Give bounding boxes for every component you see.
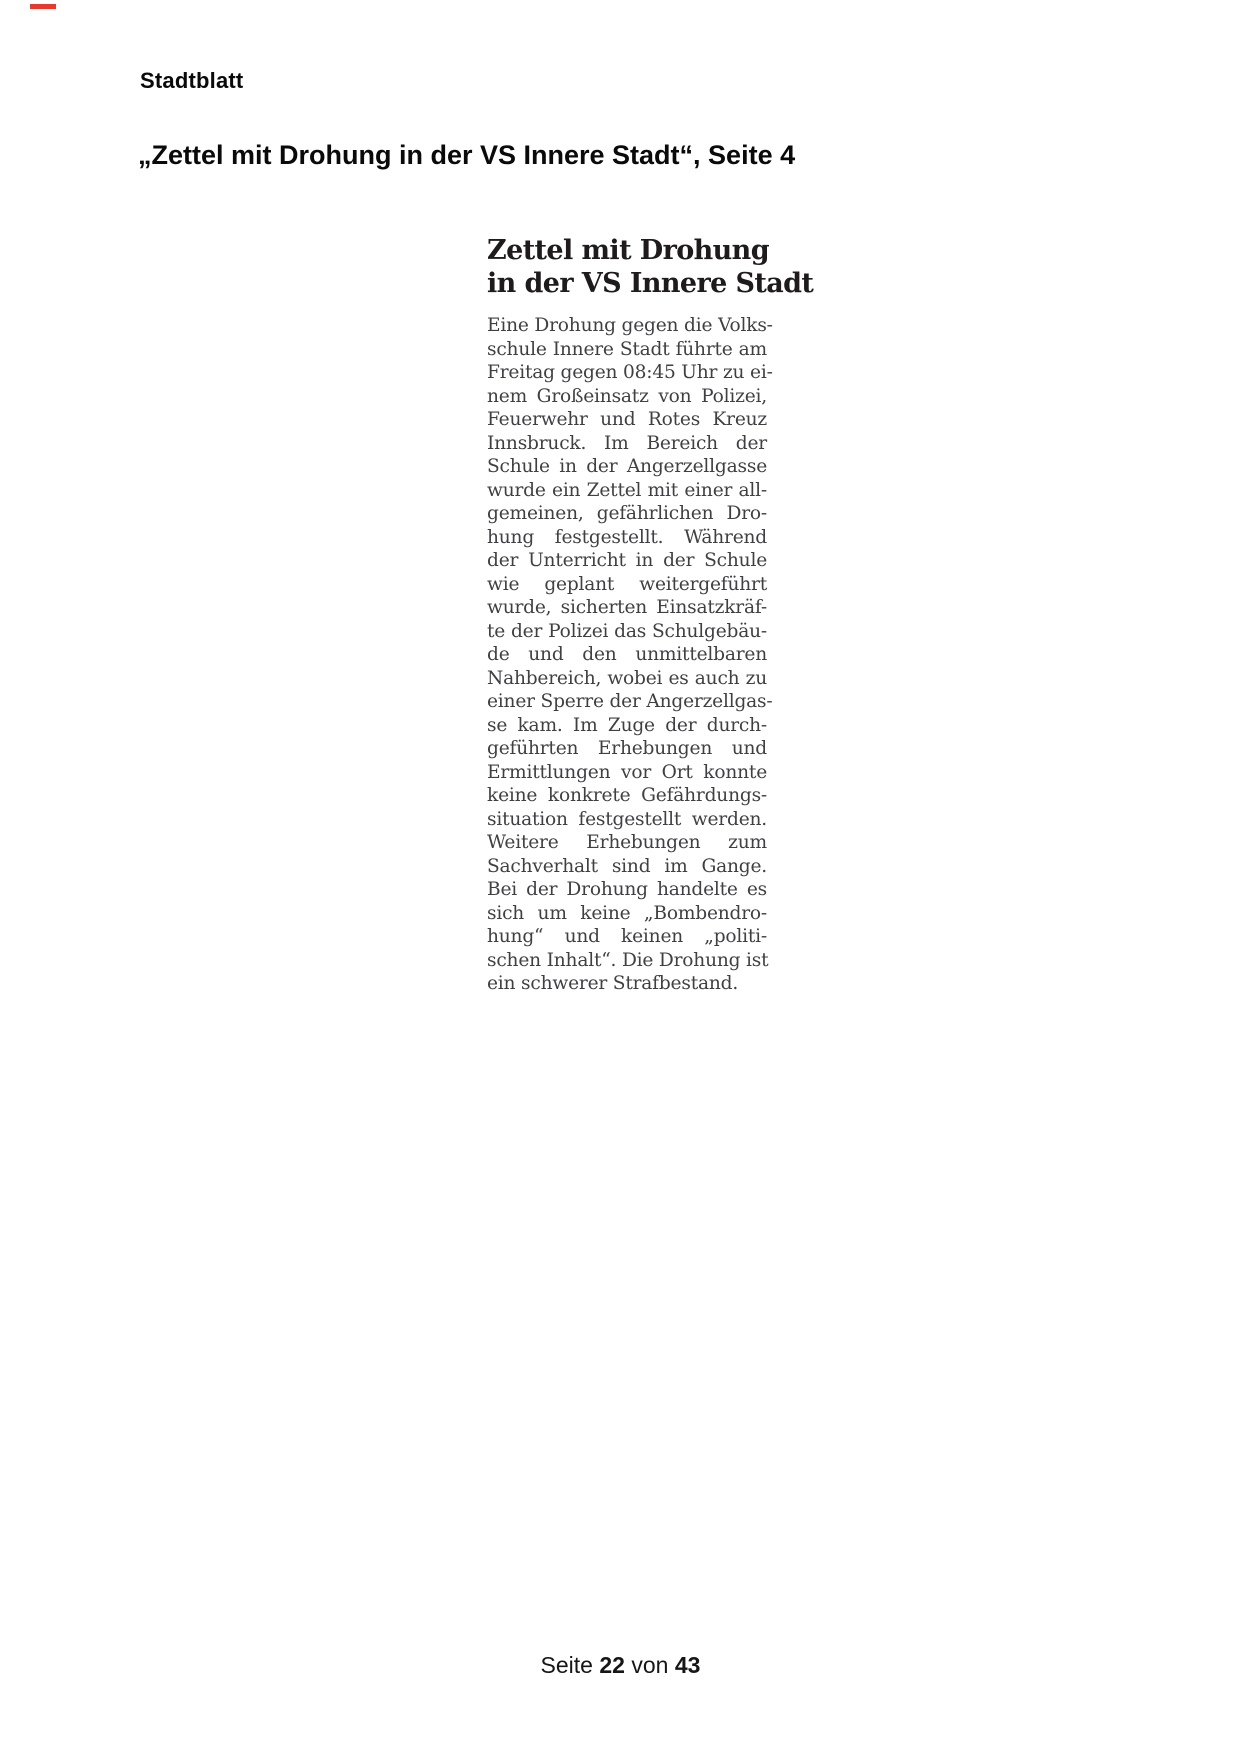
- article-body-line: keine konkrete Gefährdungs-: [487, 785, 767, 806]
- article-body-line: sich um keine „Bombendro-: [487, 902, 767, 924]
- article-body-line: gemeinen, gefährlichen Dro-: [487, 503, 767, 524]
- article-body-line: wie geplant weitergeführt: [487, 573, 767, 595]
- article-body-line: wurde ein Zettel mit einer all-: [487, 479, 767, 501]
- article-body-line: ein schwerer Strafbestand.: [487, 973, 739, 994]
- footer-current-page: 22: [599, 1652, 625, 1678]
- footer-total-pages: 43: [674, 1652, 701, 1678]
- article-body-line: schule Innere Stadt führte am: [487, 338, 767, 360]
- article-body-line: te der Polizei das Schulgebäu-: [487, 620, 767, 642]
- article-body-line: geführten Erhebungen und: [487, 738, 767, 759]
- article-body-line: Ermittlungen vor Ort konnte: [487, 761, 767, 783]
- article-body-line: Eine Drohung gegen die Volks-: [487, 315, 773, 336]
- newspaper-clipping: [487, 234, 814, 996]
- article-body-line: situation festgestellt werden.: [487, 808, 767, 830]
- article-body-line: Innsbruck. Im Bereich der: [487, 432, 767, 454]
- article-body-line: schen Inhalt“. Die Drohung ist: [487, 949, 769, 971]
- article-body-line: Bei der Drohung handelte es: [487, 879, 767, 900]
- article-body-line: einer Sperre der Angerzellgas-: [487, 691, 773, 712]
- article-body-line: der Unterricht in der Schule: [487, 550, 767, 571]
- footer-page-word: Seite: [540, 1652, 593, 1678]
- article-body-line: hung“ und keinen „politi-: [487, 926, 767, 947]
- article-body-line: Sachverhalt sind im Gange.: [487, 855, 767, 877]
- article-body-line: Nahbereich, wobei es auch zu: [487, 667, 767, 689]
- article-headline-line-1: Zettel mit Drohung: [487, 235, 769, 266]
- article-body-line: Feuerwehr und Rotes Kreuz: [487, 409, 767, 430]
- scan-artifact-red-mark: [30, 4, 56, 9]
- article-headline: [487, 234, 814, 300]
- footer-of-word: von: [631, 1652, 669, 1678]
- page-footer: [0, 1652, 1241, 1679]
- article-body-line: nem Großeinsatz von Polizei,: [487, 385, 767, 407]
- clipping-report-title: „Zettel mit Drohung in der VS Innere Stadt“, Seite 4: [138, 140, 796, 170]
- publication-name: Stadtblatt: [140, 68, 244, 93]
- article-body: [487, 314, 773, 996]
- article-body-line: Weitere Erhebungen zum: [487, 832, 767, 853]
- article-body-line: Freitag gegen 08:45 Uhr zu ei-: [487, 362, 773, 383]
- article-body-line: Schule in der Angerzellgasse: [487, 456, 767, 477]
- article-body-line: de und den unmittelbaren: [487, 644, 767, 665]
- article-headline-line-2: in der VS Innere Stadt: [487, 268, 814, 299]
- article-body-line: se kam. Im Zuge der durch-: [487, 714, 767, 736]
- article-body-line: wurde, sicherten Einsatzkräf-: [487, 597, 767, 618]
- article-body-line: hung festgestellt. Während: [487, 526, 767, 548]
